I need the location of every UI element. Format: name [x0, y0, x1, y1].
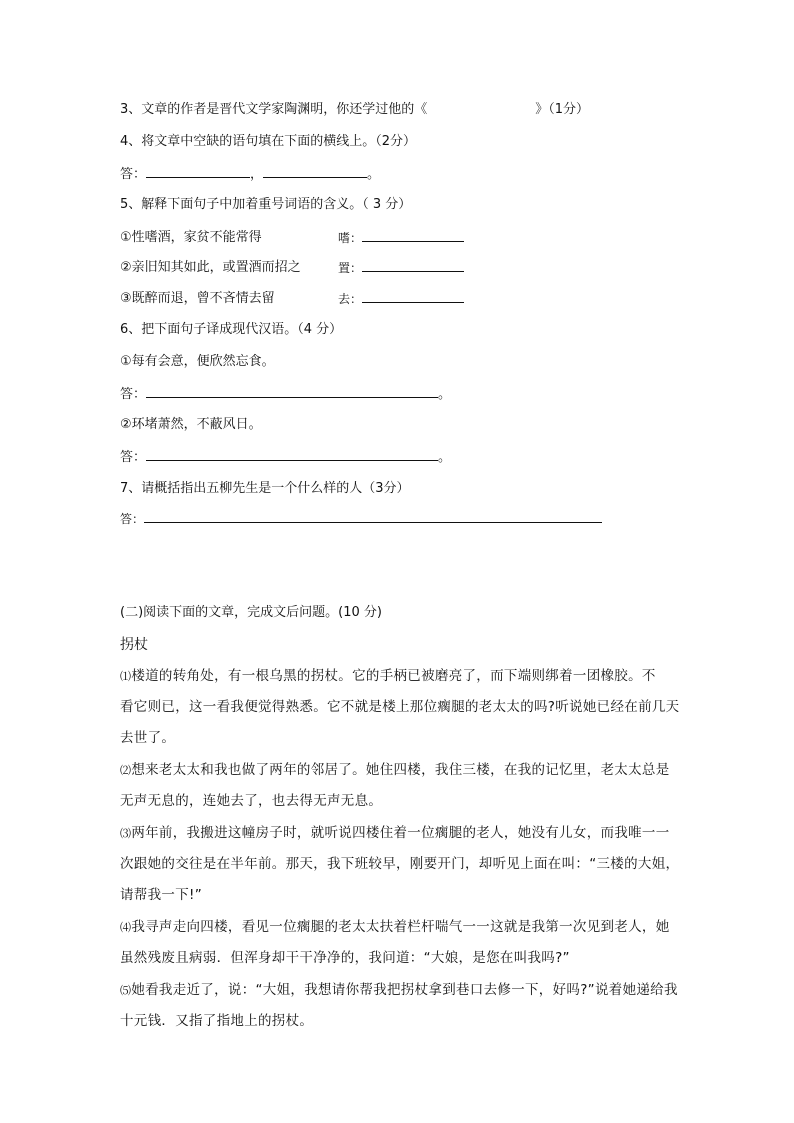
period: 。	[367, 167, 381, 182]
answer-blank[interactable]	[362, 259, 464, 272]
question-5-item-3-answer	[338, 290, 464, 308]
word-label: 去：	[338, 292, 363, 306]
section-2-heading: (二)阅读下面的文章，完成文后问题。(10 分)	[120, 605, 382, 620]
answer-blank[interactable]	[146, 385, 438, 398]
paragraph-number: ⑴	[120, 670, 132, 683]
paragraph-number: ⑶	[120, 827, 132, 840]
word-label: 嗜：	[338, 231, 363, 245]
answer-blank[interactable]	[362, 229, 464, 242]
answer-blank-2[interactable]	[263, 165, 367, 178]
sentence: ①性嗜酒，家贫不能常得	[120, 230, 262, 245]
period: 。	[438, 387, 452, 402]
question-5-item-1-answer	[338, 229, 464, 247]
paragraph-text: 我寻声走向四楼，看见一位瘸腿的老太太扶着栏杆喘气一一这就是我第一次见到老人，她虽然残废且病弱．但浑身却干干净净的，我问道：“大娘，是您在叫我吗?”	[120, 919, 670, 966]
question-4: 4、将文章中空缺的语句填在下面的横线上。（2分）	[120, 134, 417, 149]
question-3	[120, 101, 589, 119]
question-6-item-2: ②环堵萧然，不蔽风日。	[120, 417, 262, 432]
sentence: ②亲旧知其如此，或置酒而招之	[120, 260, 301, 275]
sentence: ③既醉而退，曾不吝情去留	[120, 291, 275, 306]
article-paragraph-3	[120, 818, 680, 911]
period: 。	[438, 450, 452, 465]
question-5: 5、解释下面句子中加着重号词语的含义。（ 3 分）	[120, 197, 412, 212]
article-title: 拐杖	[120, 637, 148, 653]
question-5-item-3	[120, 290, 275, 308]
question-7-answer	[120, 510, 602, 528]
article-paragraph-1	[120, 661, 680, 754]
paragraph-number: ⑵	[120, 764, 132, 777]
question-6: 6、把下面句子译成现代汉语。（4 分）	[120, 322, 343, 337]
answer-blank[interactable]	[362, 290, 464, 303]
answer-prefix: 答：	[120, 387, 147, 402]
answer-blank[interactable]	[144, 510, 602, 523]
paragraph-text: 两年前，我搬进这幢房子时，就听说四楼住着一位瘸腿的老人，她没有儿女，而我唯一一次跟她的交往是在半年前。那天，我下班较早，刚要开门，却听见上面在叫：“三楼的大姐，请帮我一下!”	[120, 825, 680, 903]
question-5-item-2	[120, 259, 301, 277]
paragraph-text: 楼道的转角处，有一根乌黑的拐杖。它的手柄已被磨亮了，而下端则绑着一团橡胶。不 看它则已，这一看我便觉得熟悉。它不就是楼上那位瘸腿的老太太的吗?听说她已经在前几天去世了。	[120, 668, 680, 746]
question-4-answer	[120, 165, 380, 184]
question-3-close: 》（1分）	[535, 102, 590, 117]
answer-blank[interactable]	[146, 448, 438, 461]
paragraph-number: ⑸	[120, 984, 132, 997]
paragraph-text: 想来老太太和我也做了两年的邻居了。她住四楼，我住三楼，在我的记忆里，老太太总是无声无息的，连她去了，也去得无声无息。	[120, 762, 670, 809]
question-6-item-2-answer	[120, 448, 451, 467]
question-5-item-1	[120, 229, 262, 247]
answer-prefix: 答：	[120, 450, 147, 465]
article-paragraph-2	[120, 755, 680, 817]
question-6-item-1: ①每有会意，便欣然忘食。	[120, 354, 275, 369]
article-paragraph-5	[120, 975, 680, 1037]
question-5-item-2-answer	[338, 259, 464, 277]
question-6-item-1-answer	[120, 385, 451, 404]
answer-blank-1[interactable]	[146, 165, 250, 178]
answer-prefix: 答：	[120, 167, 147, 182]
question-7: 7、请概括指出五柳先生是一个什么样的人（3分）	[120, 481, 410, 496]
article-paragraph-4	[120, 912, 680, 974]
paragraph-text: 她看我走近了，说：“大姐，我想请你帮我把拐杖拿到巷口去修一下，好吗?”说着她递给我十元钱．又指了指地上的拐杖。	[120, 982, 678, 1029]
paragraph-number: ⑷	[120, 921, 132, 934]
word-label: 置：	[338, 261, 363, 275]
comma: ，	[250, 167, 264, 182]
question-3-text: 3、文章的作者是晋代文学家陶渊明，你还学过他的《	[120, 102, 428, 117]
answer-prefix: 答：	[120, 512, 145, 526]
